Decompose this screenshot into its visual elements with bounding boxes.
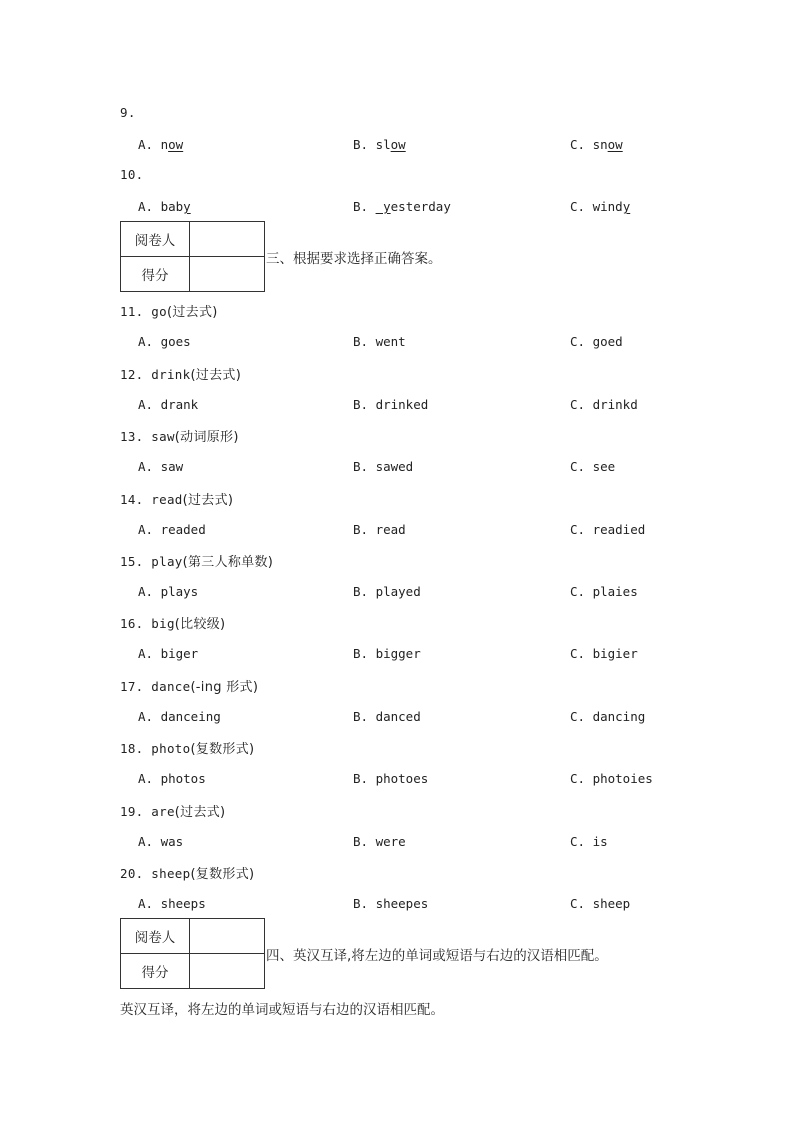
q17-stem: 17. dance(-ing 形式) <box>120 679 259 695</box>
reviewer-field[interactable] <box>190 919 265 954</box>
q16-stem: 16. big(比较级) <box>120 616 226 632</box>
q10-option-c[interactable]: C. windy <box>570 199 631 214</box>
q20-option-b[interactable]: B. sheepes <box>353 896 429 911</box>
score-label: 得分 <box>121 257 190 292</box>
q20-option-c[interactable]: C. sheep <box>570 896 631 911</box>
q14-option-c[interactable]: C. readied <box>570 522 646 537</box>
q13-option-b[interactable]: B. sawed <box>353 459 414 474</box>
q20-stem: 20. sheep(复数形式) <box>120 866 255 882</box>
q15-stem: 15. play(第三人称单数) <box>120 554 274 570</box>
q9-option-a[interactable]: A. now <box>138 137 184 152</box>
q16-option-a[interactable]: A. biger <box>138 646 199 661</box>
q11-stem: 11. go(过去式) <box>120 304 218 320</box>
q9-option-c[interactable]: C. snow <box>570 137 623 152</box>
q20-option-a[interactable]: A. sheeps <box>138 896 206 911</box>
reviewer-label: 阅卷人 <box>121 919 190 954</box>
q16-option-b[interactable]: B. bigger <box>353 646 421 661</box>
q11-option-b[interactable]: B. went <box>353 334 406 349</box>
score-field[interactable] <box>190 257 265 292</box>
q9-number: 9. <box>120 105 136 120</box>
q18-option-b[interactable]: B. photoes <box>353 771 429 786</box>
q13-stem: 13. saw(动词原形) <box>120 429 239 445</box>
reviewer-label: 阅卷人 <box>121 222 190 257</box>
q15-option-b[interactable]: B. played <box>353 584 421 599</box>
q19-option-a[interactable]: A. was <box>138 834 184 849</box>
q11-option-c[interactable]: C. goed <box>570 334 623 349</box>
q19-option-c[interactable]: C. is <box>570 834 608 849</box>
section4-instruction: 英汉互译，将左边的单词或短语与右边的汉语相匹配。 <box>120 1002 444 1018</box>
q10-option-a[interactable]: A. baby <box>138 199 191 214</box>
q18-stem: 18. photo(复数形式) <box>120 741 255 757</box>
score-label: 得分 <box>121 954 190 989</box>
section4-title: 四、英汉互译,将左边的单词或短语与右边的汉语相匹配。 <box>266 948 608 964</box>
q16-option-c[interactable]: C. bigier <box>570 646 638 661</box>
q17-option-b[interactable]: B. danced <box>353 709 421 724</box>
q14-option-a[interactable]: A. readed <box>138 522 206 537</box>
reviewer-field[interactable] <box>190 222 265 257</box>
q13-option-c[interactable]: C. see <box>570 459 616 474</box>
score-field[interactable] <box>190 954 265 989</box>
section3-title: 三、根据要求选择正确答案。 <box>266 251 442 267</box>
q12-stem: 12. drink(过去式) <box>120 367 242 383</box>
q12-option-c[interactable]: C. drinkd <box>570 397 638 412</box>
q12-option-a[interactable]: A. drank <box>138 397 199 412</box>
q10-number: 10. <box>120 167 144 182</box>
q19-option-b[interactable]: B. were <box>353 834 406 849</box>
q18-option-c[interactable]: C. photoies <box>570 771 653 786</box>
section3-score-table <box>120 221 265 292</box>
q15-option-a[interactable]: A. plays <box>138 584 199 599</box>
q18-option-a[interactable]: A. photos <box>138 771 206 786</box>
q9-option-b[interactable]: B. slow <box>353 137 406 152</box>
q15-option-c[interactable]: C. plaies <box>570 584 638 599</box>
q11-option-a[interactable]: A. goes <box>138 334 191 349</box>
q12-option-b[interactable]: B. drinked <box>353 397 429 412</box>
q17-option-c[interactable]: C. dancing <box>570 709 646 724</box>
q14-option-b[interactable]: B. read <box>353 522 406 537</box>
q10-option-b[interactable]: B. yesterday <box>353 199 451 214</box>
section4-score-table <box>120 918 265 989</box>
q13-option-a[interactable]: A. saw <box>138 459 184 474</box>
q14-stem: 14. read(过去式) <box>120 492 234 508</box>
q17-option-a[interactable]: A. danceing <box>138 709 221 724</box>
q19-stem: 19. are(过去式) <box>120 804 226 820</box>
